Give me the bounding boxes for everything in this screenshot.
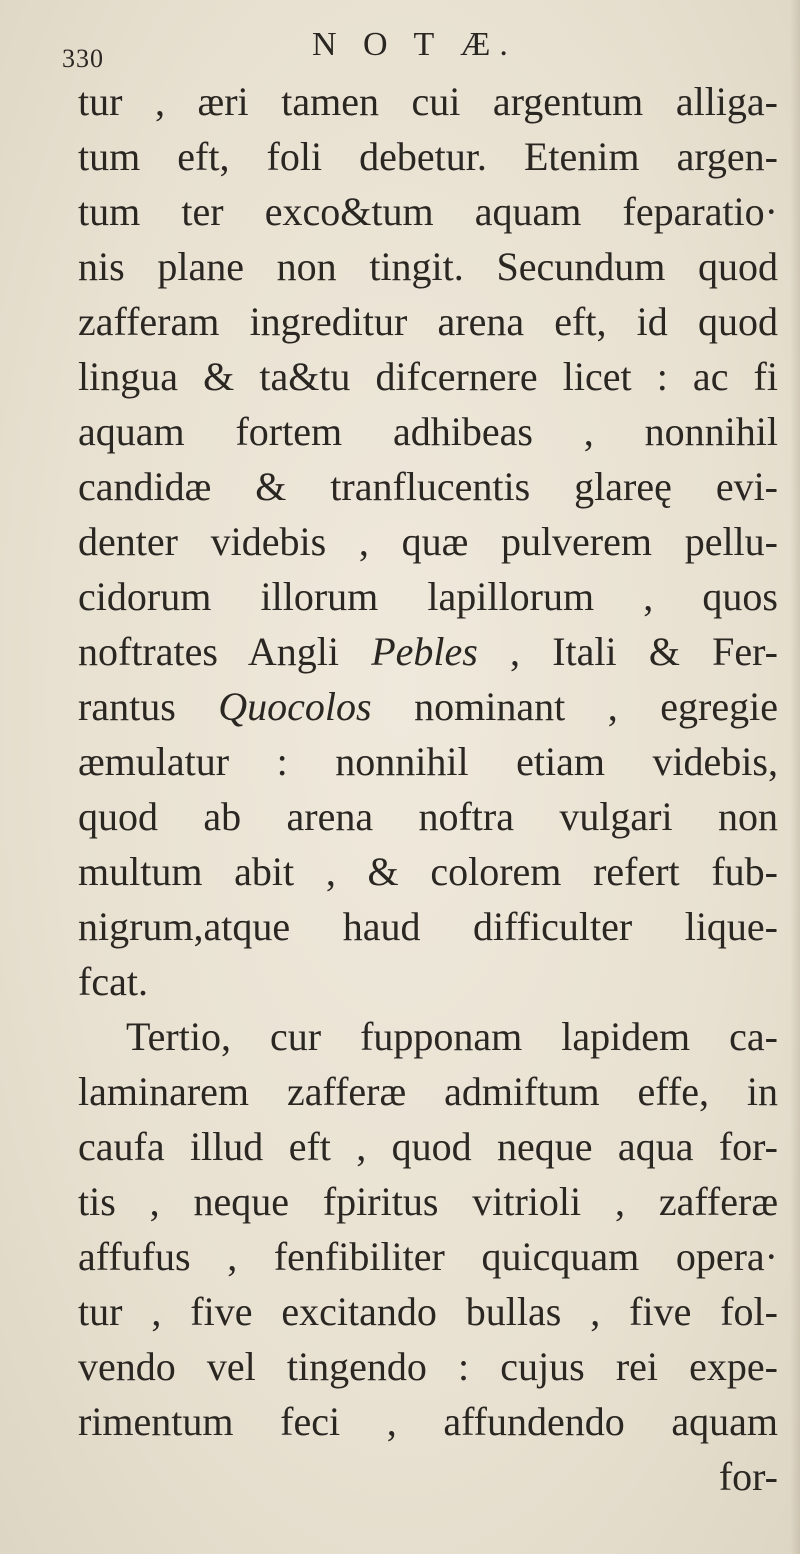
catchword: for-	[718, 1454, 778, 1499]
text-line: denter videbis , quæ pulverem pellu-	[78, 519, 778, 564]
text-line: lingua & ta&tu difcernere licet : ac fi	[78, 354, 778, 399]
body-text	[78, 74, 778, 1504]
text-segment: , Itali & Fer-	[477, 629, 778, 674]
text-line: tum ter exco&tum aquam feparatio·	[78, 189, 778, 234]
page-number: 330	[62, 44, 104, 73]
text-line: vendo vel tingendo : cujus rei expe-	[78, 1344, 778, 1389]
text-line: laminarem zafferæ admiftum effe, in	[78, 1069, 778, 1114]
text-line: zafferam ingreditur arena eft, id quod	[78, 299, 778, 344]
text-line	[78, 624, 778, 679]
italic-term: Pebles	[371, 629, 478, 674]
page-edge-shadow	[790, 0, 800, 1554]
text-segment: noftrates Angli	[78, 629, 372, 674]
text-line: cidorum illorum lapillorum , quos	[78, 574, 778, 619]
text-line: affufus , fenfibiliter quicquam opera·	[78, 1234, 778, 1279]
text-line: rimentum feci , affundendo aquam	[78, 1399, 778, 1444]
page-header	[62, 26, 770, 76]
text-line: æmulatur : nonnihil etiam videbis,	[78, 739, 778, 784]
text-line	[78, 679, 778, 734]
text-segment: nominant , egregie	[371, 684, 778, 729]
running-head: N O T Æ.	[312, 26, 517, 63]
text-line: tur , æri tamen cui argentum alliga-	[78, 79, 778, 124]
text-line: tur , five excitando bullas , five fol-	[78, 1289, 778, 1334]
paragraph-start-line: Tertio, cur fupponam lapidem ca-	[126, 1014, 778, 1059]
text-line: multum abit , & colorem refert fub-	[78, 849, 778, 894]
text-line: nis plane non tingit. Secundum quod	[78, 244, 778, 289]
text-line: tis , neque fpiritus vitrioli , zafferæ	[78, 1179, 778, 1224]
text-line: aquam fortem adhibeas , nonnihil	[78, 409, 778, 454]
text-line: nigrum,atque haud difficulter lique-	[78, 904, 778, 949]
text-line: tum eft, foli debetur. Etenim argen-	[78, 134, 778, 179]
text-line: fcat.	[78, 959, 148, 1004]
italic-term: Quocolos	[218, 684, 372, 729]
text-line: candidæ & tranflucentis glareę evi-	[78, 464, 778, 509]
text-segment: rantus	[78, 684, 219, 729]
text-line: caufa illud eft , quod neque aqua for-	[78, 1124, 778, 1169]
text-line: quod ab arena noftra vulgari non	[78, 794, 778, 839]
